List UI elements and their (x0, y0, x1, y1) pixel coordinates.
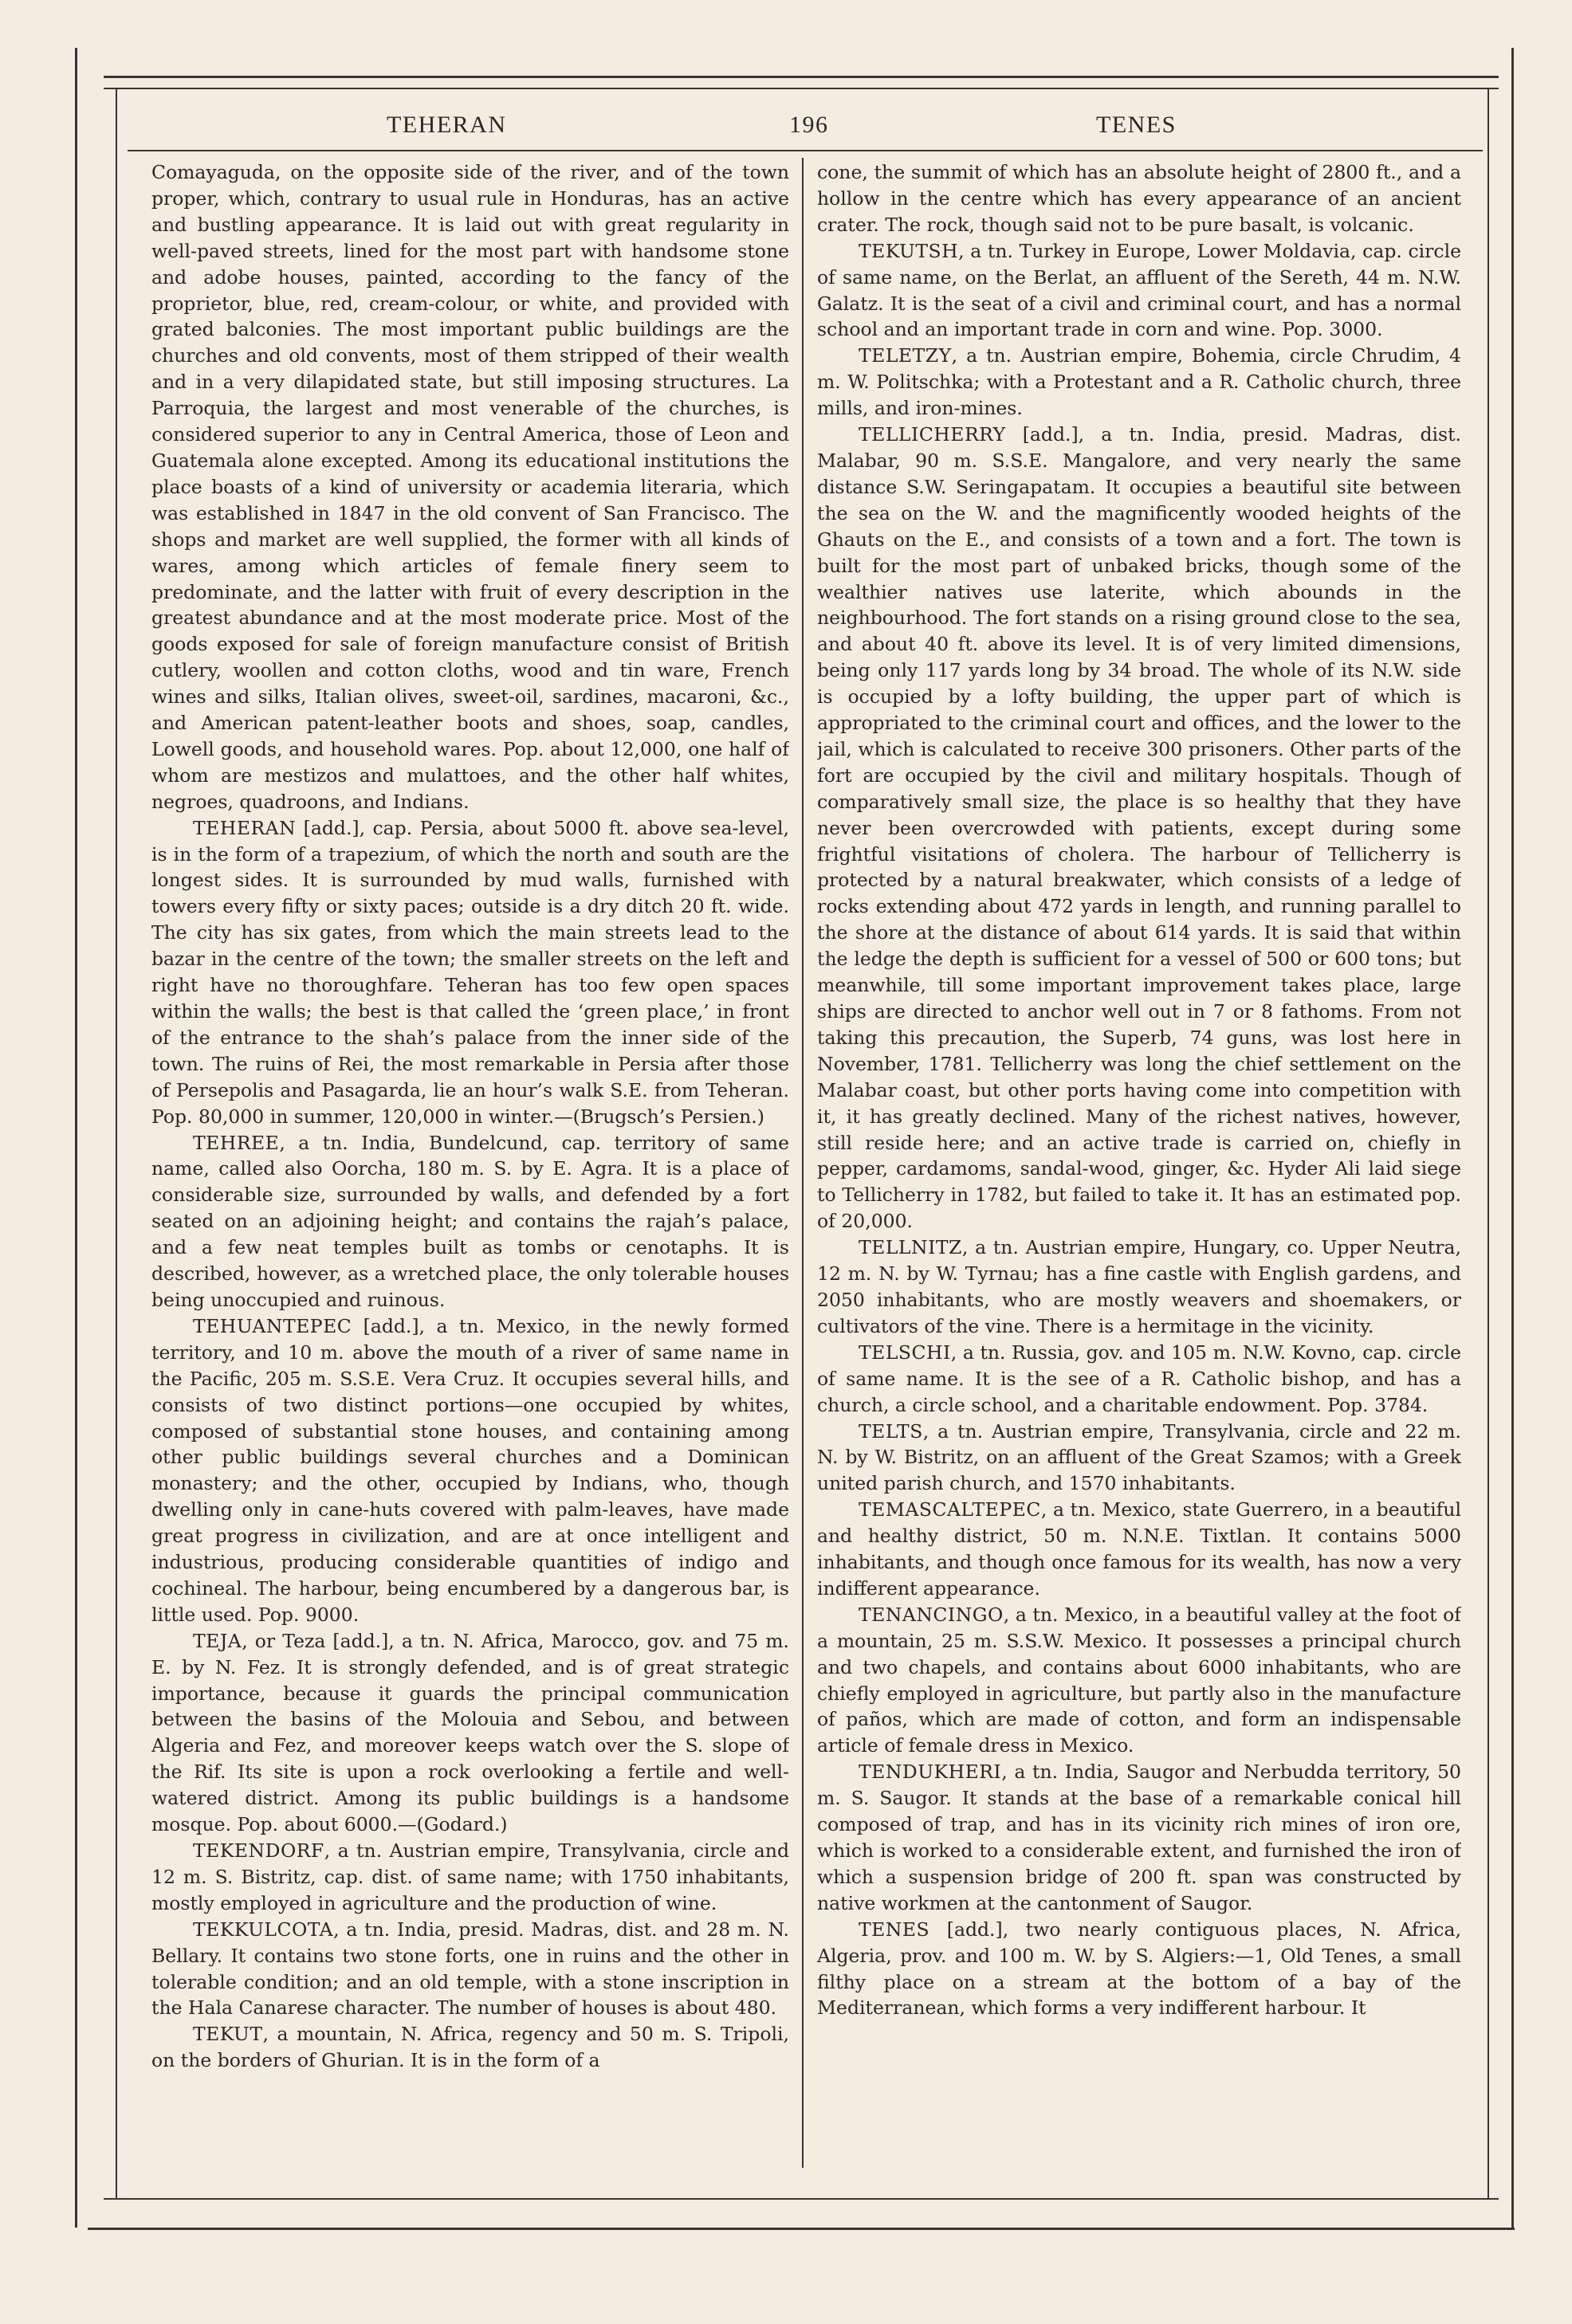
header-left-word: TEHERAN (387, 112, 507, 138)
frame-top-line (104, 76, 1499, 78)
entry-text: , a tn. Russia, gov. and 105 m. N.W. Kovno, cap. circle of same name. It is the see of a R. Catholic bishop, and has a church, a circle school, and a charitable endowment. Pop. 3784. (817, 1341, 1461, 1416)
entry-headword: TELLNITZ (859, 1236, 962, 1259)
gazetteer-entry (151, 1917, 789, 2022)
entry-text: , a tn. Turkey in Europe, Lower Moldavia, cap. circle of same name, on the Berlat, an affluent of the Sereth, 44 m. N.W. Galatz. It is the seat of a civil and criminal court, and has a normal school and an important trade in corn and wine. Pop. 3000. (817, 239, 1461, 341)
continued-paragraph (817, 159, 1461, 238)
left-column (151, 159, 789, 2168)
entry-headword: TEHREE (193, 1131, 280, 1154)
entry-text: [add.], cap. Persia, about 5000 ft. above sea-level, is in the form of a trapezium, of which the north and south are the longest sides. It is surrounded by mud walls, furnished with towers every fifty or sixty paces; outside is a dry ditch 20 ft. wide. The city has six gates, from which the main streets lead to the bazar in the centre of the town; the smaller streets on the left and right have no thoroughfare. Teheran has too few open spaces within the walls; the best is that called the ‘green place,’ in front of the entrance to the shah’s palace from the inner side of the town. The ruins of Rei, the most remarkable in Persia after those of Persepolis and Pasagarda, lie an hour’s walk S.E. from Teheran. Pop. 80,000 in summer, 120,000 in winter.—(Brugsch’s Persien.) (151, 816, 789, 1128)
running-header (128, 112, 1471, 147)
frame-bottom-line (104, 2198, 1499, 2200)
frame-bottom-line-2 (88, 2228, 1515, 2230)
entry-headword: TEHUANTEPEC (193, 1314, 352, 1337)
entry-headword: TENDUKHERI (859, 1761, 1002, 1784)
gazetteer-entry (817, 343, 1461, 422)
entry-text: , a mountain, N. Africa, regency and 50 m. S. Tripoli, on the borders of Ghurian. It is in the form of a (151, 2023, 789, 2072)
gazetteer-entry (817, 1602, 1461, 1759)
gazetteer-entry (817, 1759, 1461, 1916)
entry-text: , a tn. India, Saugor and Nerbudda territory, 50 m. S. Saugor. It stands at the base of a remarkable conical hill composed of trap, and has in its vicinity rich mines of iron ore, which is worked to a considerable extent, and furnished the iron of which a suspension bridge of 200 ft. span was constructed by native workmen at the cantonment of Saugor. (817, 1761, 1461, 1914)
gazetteer-entry (817, 1235, 1461, 1340)
entry-text: Comayaguda, on the opposite side of the river, and of the town proper, which, contrary to usual rule in Honduras, has an active and bustling appearance. It is laid out with great regularity in well-paved streets, lined for the most part with handsome stone and adobe houses, painted, according to the fancy of the proprietor, blue, red, cream-colour, or white, and provided with grated balconies. The most important public buildings are the churches and old convents, most of them stripped of their wealth and in a very dilapidated state, but still imposing structures. La Parroquia, the largest and most venerable of the churches, is considered superior to any in Central America, those of Leon and Guatemala alone excepted. Among its educational institutions the place boasts of a kind of university or academia literaria, which was established in 1847 in the old convent of San Francisco. The shops and market are well supplied, the former with all kinds of wares, among which articles of female finery seem to predominate, and the latter with fruit of every description in the greatest abundance and at the most moderate price. Most of the goods exposed for sale of foreign manufacture consist of British cutlery, woollen and cotton cloths, wood and tin ware, French wines and silks, Italian olives, sweet-oil, sardines, macaroni, &c., and American patent-leather boots and shoes, soap, candles, Lowell goods, and household wares. Pop. about 12,000, one half of whom are mestizos and mulattoes, and the other half whites, negroes, quadroons, and Indians. (151, 161, 789, 813)
entry-headword: TEKKULCOTA (193, 1918, 334, 1941)
gazetteer-entry (151, 1838, 789, 1917)
frame-outer-right (1511, 48, 1514, 2228)
gazetteer-entry (817, 1419, 1461, 1498)
gazetteer-entry (151, 1628, 789, 1838)
entry-headword: TEKUTSH (859, 239, 959, 262)
entry-headword: TELTS (859, 1419, 923, 1443)
entry-text: [add.], two nearly contiguous places, N. Africa, Algeria, prov. and 100 m. W. by S. Algiers:—1, Old Tenes, a small filthy place on a stream at the bottom of a bay of the Mediterranean, which forms a very indifferent harbour. It (817, 1918, 1461, 2020)
entry-text: , a tn. Austrian empire, Hungary, co. Upper Neutra, 12 m. N. by W. Tyrnau; has a fine castle with English gardens, and 2050 inhabitants, who are mostly weavers and shoemakers, or cultivators of the vine. There is a hermitage in the vicinity. (817, 1236, 1461, 1337)
frame-inner-left (116, 88, 117, 2200)
page-number: 196 (789, 112, 829, 138)
entry-headword: TENES (859, 1918, 930, 1941)
entry-headword: TEMASCALTEPEC (859, 1498, 1041, 1521)
entry-headword: TELLICHERRY (859, 423, 1006, 446)
frame-outer-left (75, 48, 77, 2228)
entry-text: , a tn. Mexico, state Guerrero, in a beautiful and healthy district, 50 m. N.N.E. Tixtlan. It contains 5000 inhabitants, and though once famous for its wealth, has now a very indifferent appearance. (817, 1498, 1461, 1600)
header-rule (128, 150, 1483, 151)
entry-headword: TENANCINGO (859, 1603, 1004, 1626)
entry-text: cone, the summit of which has an absolute height of 2800 ft., and a hollow in the centre which has every appearance of an ancient crater. The rock, though said not to be pure basalt, is volcanic. (817, 161, 1461, 236)
frame-inner-right (1488, 88, 1489, 2200)
entry-text: , or Teza [add.], a tn. N. Africa, Marocco, gov. and 75 m. E. by N. Fez. It is strongly defended, and is of great strategic importance, because it guards the principal communication between the basins of the Molouia and Sebou, and between Algeria and Fez, and moreover keeps watch over the S. slope of the Rif. Its site is upon a rock overlooking a fertile and well-watered district. Among its public buildings is a handsome mosque. Pop. about 6000.—(Godard.) (151, 1629, 789, 1836)
entry-text: , a tn. Austrian empire, Transylvania, circle and 12 m. S. Bistritz, cap. dist. of same name; with 1750 inhabitants, mostly employed in agriculture and the production of wine. (151, 1839, 789, 1914)
gazetteer-entry (817, 422, 1461, 1235)
entry-text: , a tn. Austrian empire, Transylvania, circle and 22 m. N. by W. Bistritz, on an affluent of the Great Szamos; with a Greek united parish church, and 1570 inhabitants. (817, 1419, 1461, 1495)
gazetteer-entry (817, 1917, 1461, 2022)
entry-headword: TEKENDORF (193, 1839, 324, 1862)
entry-text: [add.], a tn. India, presid. Madras, dist. Malabar, 90 m. S.S.E. Mangalore, and very nearly the same distance S.W. Seringapatam. It occupies a beautiful site between the sea on the W. and the magnificently wooded heights of the Ghauts on the E., and consists of a town and a fort. The town is built for the most part of unbaked bricks, though some of the wealthier natives use laterite, which abounds in the neighbourhood. The fort stands on a rising ground close to the sea, and about 40 ft. above its level. It is of very limited dimensions, being only 117 yards long by 34 broad. The whole of its N.W. side is occupied by a lofty building, the upper part of which is appropriated to the criminal court and offices, and the lower to the jail, which is calculated to receive 300 prisoners. Other parts of the fort are occupied by the civil and military hospitals. Though of comparatively small size, the place is so healthy that they have never been overcrowded with patients, except during some frightful visitations of cholera. The harbour of Tellicherry is protected by a natural breakwater, which consists of a ledge of rocks extending about 472 yards in length, and running parallel to the shore at the distance of about 614 yards. It is said that within the ledge the depth is sufficient for a vessel of 500 or 600 tons; but meanwhile, till some important improvement takes place, large ships are directed to anchor well out in 7 or 8 fathoms. From not taking this precaution, the Superb, 74 guns, was lost here in November, 1781. Tellicherry was long the chief settlement on the Malabar coast, but other ports having come into competition with it, it has greatly declined. Many of the richest natives, however, still reside here; and an active trade is carried on, chiefly in pepper, cardamoms, sandal-wood, ginger, &c. Hyder Ali laid siege to Tellicherry in 1782, but failed to take it. It has an estimated pop. of 20,000. (817, 423, 1461, 1233)
entry-text: , a tn. India, presid. Madras, dist. and 28 m. N. Bellary. It contains two stone forts, one in ruins and the other in tolerable condition; and an old temple, with a stone inscription in the Hala Canarese character. The number of houses is about 480. (151, 1918, 789, 2020)
gazetteer-entry (151, 1130, 789, 1313)
header-right-word: TENES (1096, 112, 1177, 138)
gazetteer-entry (151, 1313, 789, 1628)
gazetteer-entry (817, 238, 1461, 343)
entry-headword: TEHERAN (193, 816, 297, 839)
frame-top-line-2 (104, 88, 1499, 89)
gazetteer-entry (151, 815, 789, 1130)
gazetteer-entry (151, 2021, 789, 2074)
entry-headword: TELETZY (859, 344, 952, 367)
entry-headword: TEKUT (193, 2023, 263, 2046)
entry-text: , a tn. Mexico, in a beautiful valley at the foot of a mountain, 25 m. S.S.W. Mexico. It possesses a principal church and two chapels, and contains about 6000 inhabitants, who are chiefly employed in agriculture, but partly also in the manufacture of paños, which are made of cotton, and form an indispensable article of female dress in Mexico. (817, 1603, 1461, 1757)
right-column (817, 159, 1461, 2168)
entry-headword: TEJA (193, 1629, 242, 1652)
entry-text: , a tn. India, Bundelcund, cap. territory of same name, called also Oorcha, 180 m. S. by E. Agra. It is a place of considerable size, surrounded by walls, and defended by a fort seated on an adjoining height; and contains the rajah’s palace, and a few neat temples built as tombs or cenotaphs. It is described, however, as a wretched place, the only tolerable houses being unoccupied and ruinous. (151, 1131, 789, 1311)
continued-paragraph (151, 159, 789, 815)
gazetteer-entry (817, 1497, 1461, 1602)
entry-text: , a tn. Austrian empire, Bohemia, circle Chrudim, 4 m. W. Politschka; with a Protestant and a R. Catholic church, three mills, and iron-mines. (817, 344, 1461, 420)
entry-text: [add.], a tn. Mexico, in the newly formed territory, and 10 m. above the mouth of a river of same name in the Pacific, 205 m. S.S.E. Vera Cruz. It occupies several hills, and consists of two distinct portions—one occupied by whites, composed of substantial stone houses, and containing among other public buildings several churches and a Dominican monastery; and the other, occupied by Indians, who, though dwelling only in cane-huts covered with palm-leaves, have made great progress in civilization, and are at once intelligent and industrious, producing considerable quantities of indigo and cochineal. The harbour, being encumbered by a dangerous bar, is little used. Pop. 9000. (151, 1314, 789, 1626)
entry-headword: TELSCHI (859, 1341, 951, 1364)
gazetteer-entry (817, 1340, 1461, 1419)
column-separator (802, 158, 804, 2168)
